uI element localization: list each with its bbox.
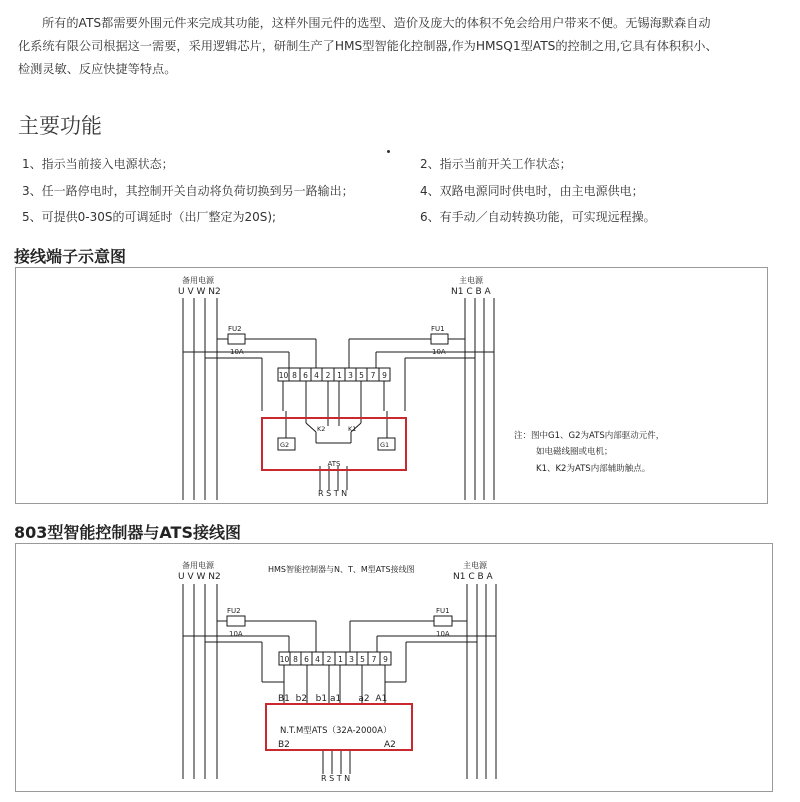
- g2-label: G2: [280, 441, 290, 449]
- intro-line-2: 化系统有限公司根据这一需要，采用逻辑芯片，研制生产了HMS型智能化控制器,作为HMSQ1型ATS的控制之用,它具有体积积小、: [18, 39, 718, 53]
- main-power-label: 主电源: [463, 561, 487, 570]
- terminal-number: 10: [279, 655, 290, 664]
- function-item-2: 2、指示当前开关工作状态；: [420, 157, 572, 171]
- diagram-caption: HMS智能控制器与N、T、M型ATS接线图: [268, 565, 415, 574]
- fu1-label: FU1: [431, 325, 445, 333]
- note-line-2: 如电磁线圈或电机；: [536, 447, 613, 457]
- k2-label: K2: [317, 425, 326, 433]
- terminal-number: 3: [349, 655, 354, 664]
- ats-label: ATS: [327, 460, 341, 468]
- controller-wiring-diagram: [16, 544, 774, 793]
- fu1-rating: 10A: [436, 630, 450, 638]
- g1-label: G1: [380, 441, 390, 449]
- fu2-label: FU2: [228, 325, 242, 333]
- function-item-4: 4、双路电源同时供电时，由主电源供电；: [420, 184, 644, 198]
- wiring-terminal-heading: 接线端子示意图: [14, 247, 127, 266]
- output-phase-labels: R S T N: [318, 489, 348, 498]
- functions-heading: 主要功能: [18, 114, 102, 138]
- intro-paragraph: [18, 12, 793, 81]
- main-phase-labels: N1 C B A: [451, 287, 491, 297]
- fu2-rating: 10A: [229, 630, 243, 638]
- function-item-1: 1、指示当前接入电源状态；: [22, 157, 174, 171]
- terminal-number: 2: [325, 371, 331, 380]
- k1-label: K1: [348, 425, 357, 433]
- backup-phase-labels: U V W N2: [178, 287, 221, 297]
- terminal-number: 6: [303, 371, 308, 380]
- backup-power-label: 备用电源: [182, 561, 214, 570]
- terminal-number: 8: [293, 655, 298, 664]
- terminal-number: 9: [382, 371, 387, 380]
- terminal-number: 5: [360, 655, 365, 664]
- terminal-number: 6: [304, 655, 309, 664]
- fu2-rating: 10A: [230, 348, 244, 356]
- note-line-1: 注：图中G1、G2为ATS内部驱动元件，: [514, 431, 665, 441]
- controller-diagram-frame: [15, 543, 773, 792]
- terminal-number: 7: [371, 655, 377, 664]
- terminal-wiring-diagram: [16, 268, 769, 505]
- terminal-number: 8: [292, 371, 297, 380]
- intro-line-3: 检测灵敏、反应快捷等特点。: [18, 62, 177, 76]
- terminal-diagram-frame: [15, 267, 768, 504]
- terminal-number: 1: [338, 655, 343, 664]
- backup-phase-labels: U V W N2: [178, 572, 221, 582]
- terminal-numbers: [279, 371, 387, 380]
- terminal-number: 7: [370, 371, 376, 380]
- scan-speck: [387, 150, 390, 153]
- terminal-number: 10: [278, 371, 289, 380]
- main-power-label: 主电源: [459, 276, 483, 285]
- output-phase-labels: R S T N: [321, 774, 351, 783]
- terminal-number: 4: [315, 655, 320, 664]
- terminal-number: 9: [383, 655, 388, 664]
- function-item-6: 6、有手动／自动转换功能，可实现远程操。: [420, 210, 656, 224]
- function-item-5: 5、可提供0-30S的可调延时（出厂整定为20S);: [22, 210, 277, 224]
- terminal-number: 5: [359, 371, 364, 380]
- terminal-number: 2: [326, 655, 332, 664]
- intro-line-1: 所有的ATS都需要外围元件来完成其功能，这样外围元件的选型、造价及庞大的体积不免会给用户带来不便。无锡海默森自动: [42, 16, 711, 30]
- note-line-3: K1、K2为ATS内部辅助触点。: [536, 464, 651, 474]
- function-item-3: 3、任一路停电时，其控制开关自动将负荷切换到另一路输出；: [22, 184, 354, 198]
- fu1-label: FU1: [436, 607, 450, 615]
- terminal-number: 1: [337, 371, 342, 380]
- terminal-number: 3: [348, 371, 353, 380]
- main-phase-labels: N1 C B A: [453, 572, 493, 582]
- fu2-label: FU2: [227, 607, 241, 615]
- backup-power-label: 备用电源: [182, 276, 214, 285]
- ats-model-label: N.T.M型ATS（32A-2000A）: [280, 726, 392, 736]
- a2-label: A2: [384, 740, 396, 750]
- b2-label: B2: [278, 740, 290, 750]
- ats-top-terminal-labels: B1 b2 b1 a1 a2 A1: [278, 694, 388, 704]
- controller-wiring-heading: 803型智能控制器与ATS接线图: [14, 523, 241, 542]
- terminal-number: 4: [314, 371, 319, 380]
- fu1-rating: 10A: [432, 348, 446, 356]
- terminal-numbers: [280, 655, 388, 664]
